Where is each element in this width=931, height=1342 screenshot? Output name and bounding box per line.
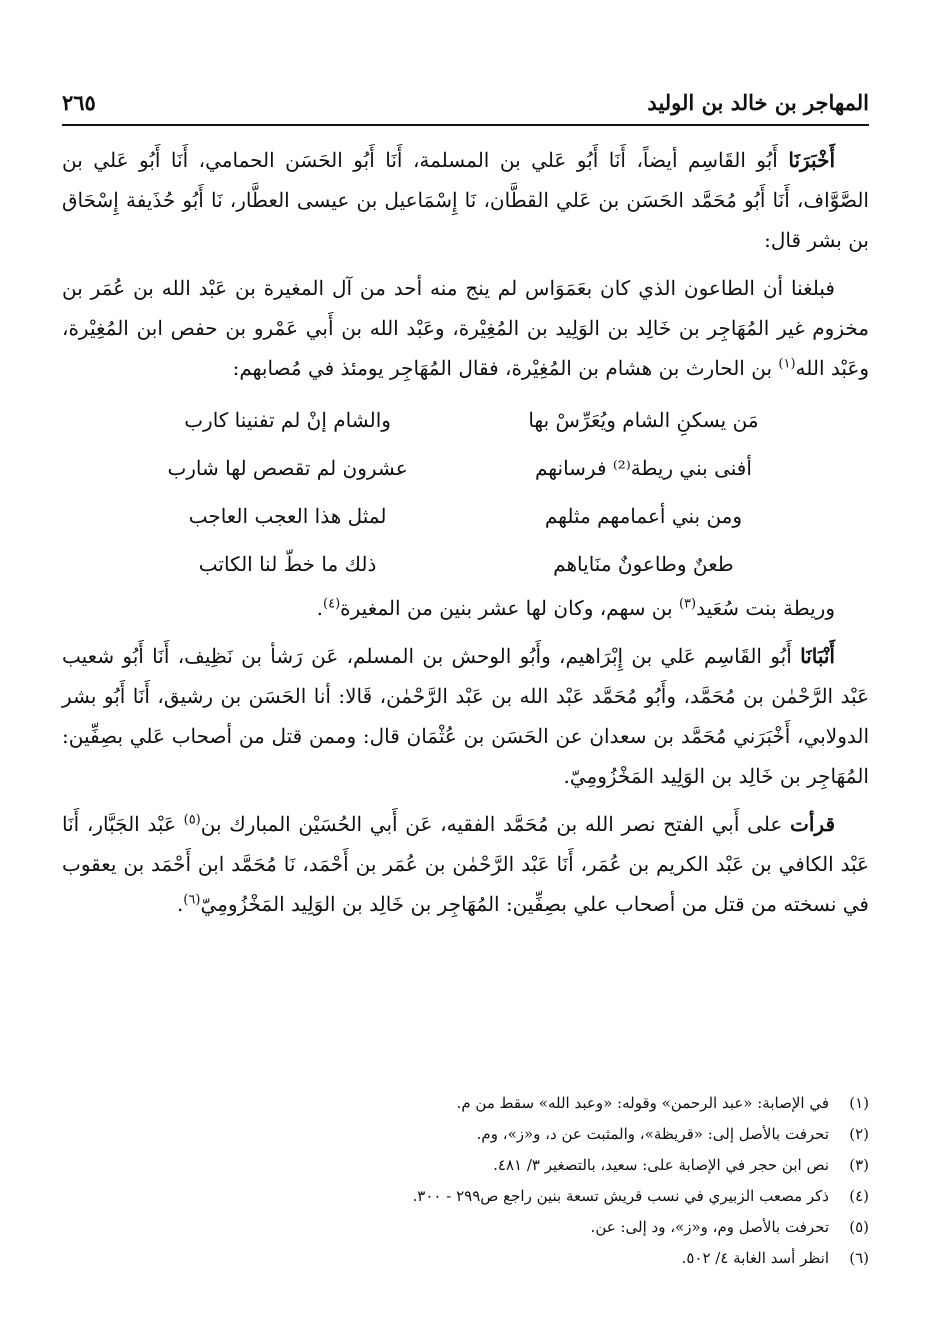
footnote <box>62 1150 869 1181</box>
footnote-text: ذكر مصعب الزبيري في نسب قريش تسعة بنين راجع ص٢٩٩ - ٣٠٠. <box>412 1187 829 1205</box>
paragraph-2 <box>62 268 869 388</box>
paragraph-2-text-b: بن الحارث بن هشام بن المُغِيْرة، فقال المُهَاجِر يومئذ في مُصابهم: <box>232 356 779 380</box>
footnote-text: انظر أسد الغابة ٤/ ٥٠٢. <box>681 1249 829 1267</box>
page-number: ٢٦٥ <box>62 89 96 115</box>
verse-second-hemistich: عشرون لم تقصص لها شارب <box>167 456 408 480</box>
footnote-number: (٣) <box>849 1156 869 1174</box>
paragraph-3 <box>62 588 869 628</box>
poem-verse <box>142 396 789 444</box>
footnote-ref-6: (٦) <box>183 892 201 908</box>
verse-first-hemistich: مَن يسكنِ الشام ويُعَرِّسْ بها <box>528 408 759 432</box>
paragraph-4-lead: أَنْبَانَا <box>800 644 835 668</box>
footnote-number: (٦) <box>849 1249 869 1267</box>
verse-second-hemistich: ذلك ما خطّ لنا الكاتب <box>198 552 377 576</box>
verse-first-hemistich: ومن بني أعمامهم مثلهم <box>544 504 743 528</box>
footnote-text: تحرفت بالأصل وم، و«ز»، ود إلى: عن. <box>590 1218 829 1236</box>
footnote-ref-1: (١) <box>778 356 796 372</box>
paragraph-3-text-c: . <box>316 596 324 620</box>
paragraph-5-text-c: . <box>176 892 184 916</box>
verse-second-hemistich: لمثل هذا العجب العاجب <box>188 504 387 528</box>
running-title: المهاجر بن خالد بن الوليد <box>647 89 869 115</box>
footnote-number: (٥) <box>849 1218 869 1236</box>
footnote <box>62 1243 869 1274</box>
footnote-number: (٤) <box>849 1187 869 1205</box>
main-text <box>62 140 869 932</box>
footnote-ref-4: (٤) <box>323 596 341 612</box>
footnote-text: في الإصابة: «عبد الرحمن» وقوله: «وعبد الله» سقط من م. <box>456 1094 829 1112</box>
paragraph-3-text-b: بن سهم، وكان لها عشر بنين من المغيرة <box>340 596 679 620</box>
footnote <box>62 1212 869 1243</box>
footnote-number: (٢) <box>849 1125 869 1143</box>
paragraph-5-text-b: عَبْد الجَبَّار، أَنَا عَبْد الكافي بن عَبْد الكريم بن عُمَر، أَنَا عَبْد الرَّحْمٰن بن عُمَر بن أَحْمَد، نَا مُحَمَّد ابن أَحْمَد بن يعقوب في نسخته من قتل من أصحاب علي بصِفِّين: المُهَاجِر بن خَالِد بن الوَلِيد المَخْزُومِيّ <box>62 812 869 916</box>
footnote <box>62 1181 869 1212</box>
poem-verse <box>142 540 789 588</box>
paragraph-2-text-a: فبلغنا أن الطاعون الذي كان بعَمَوَاس لم ينج منه أحد من آل المغيرة بن عَبْد الله بن عُمَر بن مخزوم غير المُهَاجِر بن خَالِد بن الوَلِيد بن المُغِيْرة، وعَبْد الله بن أَبي عَمْرو بن حفص ابن المُغِيْرة، وعَبْد الله <box>62 276 869 380</box>
paragraph-1-text: أَبُو القَاسِم أيضاً، أَنَا أَبُو عَلي بن المسلمة، أَنَا أَبُو الحَسَن الحمامي، أَنَا أَبُو عَلي بن الصَّوَّاف، أَنَا أَبُو مُحَمَّد الحَسَن بن عَلي القطَّان، نَا إِسْمَاعيل بن عيسى العطَّار، نَا أَبُو حُذَيفة إِسْحَاق بن بشر قال: <box>62 148 869 252</box>
verse-second-hemistich: والشام إنْ لم تفنينا كارب <box>184 408 391 432</box>
footnote-number: (١) <box>849 1094 869 1112</box>
verse-first-hemistich: طعنٌ وطاعونٌ منَاياهم <box>553 552 734 576</box>
footnote <box>62 1119 869 1150</box>
paragraph-4-text: أَبُو القَاسِم عَلي بن إِبْرَاهيم، وأَبُو الوحش بن المسلم، عَن رَشأ بن نَظِيف، أَنَا أَبُو شعيب عَبْد الرَّحْمٰن بن مُحَمَّد، وأَبُو مُحَمَّد عَبْد الله بن عَبْد الرَّحْمٰن، قَالا: أنا الحَسَن بن رشيق، أَنَا أَبُو بشر الدولابي، أَخْبَرَني مُحَمَّد بن سعدان عن الحَسَن بن عُثْمَان قال: وممن قتل من أصحاب عَلي بصِفِّين: المُهَاجِر بن خَالِد بن الوَلِيد المَخْزُومِيّ. <box>62 644 869 788</box>
poem <box>142 396 789 588</box>
footnote-ref-5: (٥) <box>183 812 201 828</box>
verse-first-hemistich: أفنى بني ريطة⁽²⁾ فرسانهم <box>534 456 752 480</box>
footnote-text: نص ابن حجر في الإصابة على: سعيد، بالتصغير ٣/ ٤٨١. <box>493 1156 829 1174</box>
footnote <box>62 1088 869 1119</box>
page-header <box>62 80 869 126</box>
paragraph-3-text-a: وريطة بنت سُعَيد <box>696 596 835 620</box>
paragraph-4 <box>62 636 869 796</box>
footnote-text: تحرفت بالأصل إلى: «قريظة»، والمثبت عن د، و«ز»، وم. <box>476 1125 829 1143</box>
paragraph-5-text-a: على أَبي الفتح نصر الله بن مُحَمَّد الفقيه، عَن أَبي الحُسَيْن المبارك بن <box>200 812 791 836</box>
paragraph-5-lead: قرأت <box>790 812 836 836</box>
poem-verse <box>142 444 789 492</box>
poem-verse <box>142 492 789 540</box>
footnote-ref-3: (٣) <box>678 596 697 612</box>
paragraph-1 <box>62 140 869 260</box>
paragraph-1-lead: أَخْبَرَنَا <box>788 148 835 172</box>
footnotes <box>62 1088 869 1274</box>
paragraph-5 <box>62 804 869 924</box>
